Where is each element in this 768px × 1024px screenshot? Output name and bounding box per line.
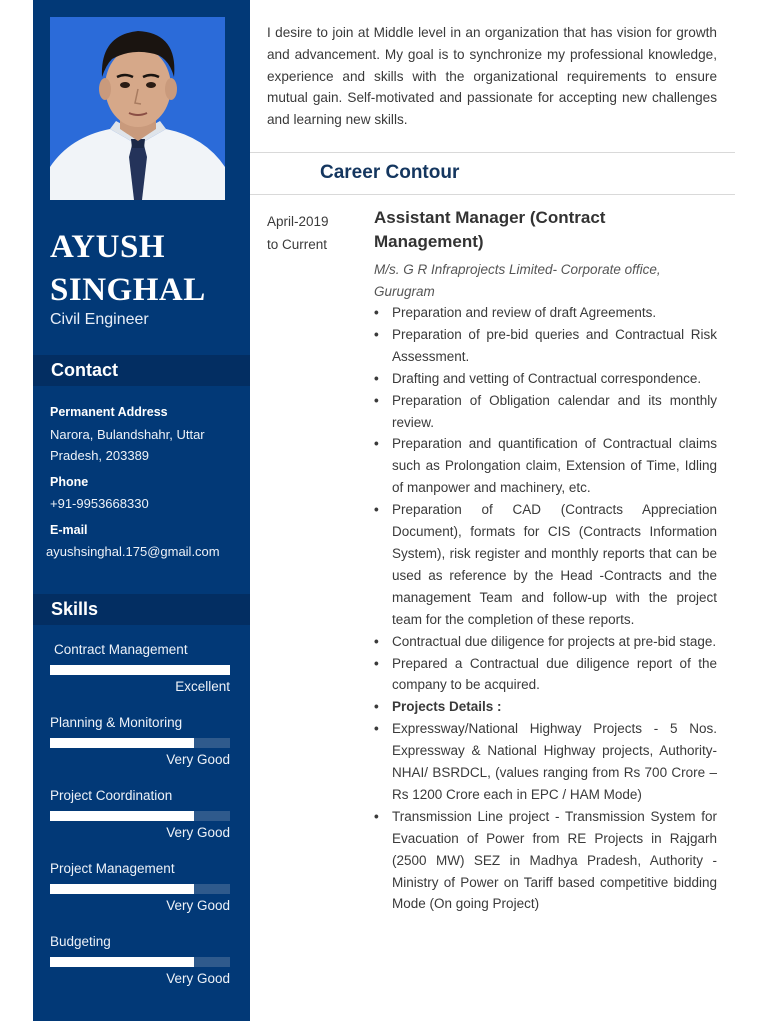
list-item: • Preparation of pre-bid queries and Contractual Risk Assessment. <box>374 324 717 368</box>
skill-name: Project Coordination <box>50 788 173 803</box>
list-item: • Preparation of Obligation calendar and its monthly review. <box>374 390 717 434</box>
responsibilities-list <box>374 302 717 915</box>
skill-item <box>50 713 230 786</box>
skill-name: Planning & Monitoring <box>50 715 183 730</box>
email-label: E-mail <box>50 522 88 537</box>
list-item: • Preparation and review of draft Agreements. <box>374 302 717 324</box>
divider <box>250 194 735 195</box>
career-objective: I desire to join at Middle level in an organization that has vision for growth and advancement. My goal is to synchronize my professional knowledge, experience and skills with the organizational requirements to ensure mutual gain. Self-motivated and passionate for accepting new challenges and learning new skills. <box>267 25 717 128</box>
job-title: Assistant Manager (Contract Management) <box>374 208 606 251</box>
first-name: AYUSH <box>50 229 165 265</box>
skill-bar <box>50 665 230 675</box>
skill-bar <box>50 957 230 967</box>
candidate-role: Civil Engineer <box>50 311 149 328</box>
phone-label: Phone <box>50 474 89 489</box>
skill-bar-fill <box>50 665 230 675</box>
address-label: Permanent Address <box>50 405 168 419</box>
skill-item <box>50 859 230 932</box>
skill-bar-fill <box>50 738 194 748</box>
phone-value: +91-9953668330 <box>50 496 149 511</box>
contact-section <box>46 402 245 568</box>
list-item: • Projects Details : <box>374 696 717 718</box>
list-item: • Expressway/National Highway Projects - 5 Nos. Expressway & National Highway projects, Authority-NHAI/ BSRDCL, (values ranging from Rs 700 Crore – Rs 1200 Crore each in EPC / HAM Mode) <box>374 718 717 806</box>
skill-bar <box>50 884 230 894</box>
skill-level: Very Good <box>166 971 230 986</box>
last-name: SINGHAL <box>50 272 206 308</box>
skill-bar <box>50 738 230 748</box>
skill-item <box>50 786 230 859</box>
skill-level: Very Good <box>166 752 230 767</box>
job-start-date: April-2019 <box>267 214 329 229</box>
career-contour-heading: Career Contour <box>320 162 460 183</box>
skill-name: Contract Management <box>54 642 188 657</box>
sidebar <box>33 0 250 1021</box>
email-value: ayushsinghal.175@gmail.com <box>46 544 220 559</box>
skills-list <box>50 640 230 1005</box>
skill-item <box>50 932 230 1005</box>
company-name: M/s. G R Infraprojects Limited- Corporate office, Gurugram <box>374 262 661 299</box>
skill-level: Excellent <box>175 679 230 694</box>
skill-level: Very Good <box>166 898 230 913</box>
candidate-name <box>50 226 245 312</box>
list-item: • Preparation of CAD (Contracts Appreciation Document), formats for CIS (Contracts Information System), risk register and monthly reports that can be used as reference by the Head -Contracts and the management Team and follow-up with the project team for the completion of these reports. <box>374 499 717 630</box>
list-item: • Preparation and quantification of Contractual claims such as Prolongation claim, Extension of Time, Idling of manpower and machinery, etc. <box>374 433 717 499</box>
job-dates <box>267 210 329 256</box>
skill-name: Project Management <box>50 861 175 876</box>
job-end-date: to Current <box>267 237 328 252</box>
contact-heading: Contact <box>33 355 250 386</box>
address-value: Narora, Bulandshahr, Uttar Pradesh, 203389 <box>50 426 205 463</box>
list-item: • Prepared a Contractual due diligence report of the company to be acquired. <box>374 653 717 697</box>
person-portrait-icon <box>50 17 225 200</box>
list-item: • Drafting and vetting of Contractual correspondence. <box>374 368 717 390</box>
list-item: • Contractual due diligence for projects at pre-bid stage. <box>374 631 717 653</box>
skills-heading: Skills <box>33 594 250 625</box>
list-item: • Transmission Line project - Transmission System for Evacuation of Power from RE Projects in Rajgarh (2500 MW) SEZ in Madhya Pradesh, Authority - Ministry of Power on Tariff based competitive bidding Mode (On going Project) <box>374 806 717 916</box>
skill-bar-fill <box>50 811 194 821</box>
skill-bar-fill <box>50 884 194 894</box>
skill-bar <box>50 811 230 821</box>
divider <box>250 152 735 153</box>
skill-bar-fill <box>50 957 194 967</box>
skill-level: Very Good <box>166 825 230 840</box>
profile-photo <box>50 17 225 200</box>
skill-item <box>50 640 230 713</box>
skill-name: Budgeting <box>50 934 111 949</box>
